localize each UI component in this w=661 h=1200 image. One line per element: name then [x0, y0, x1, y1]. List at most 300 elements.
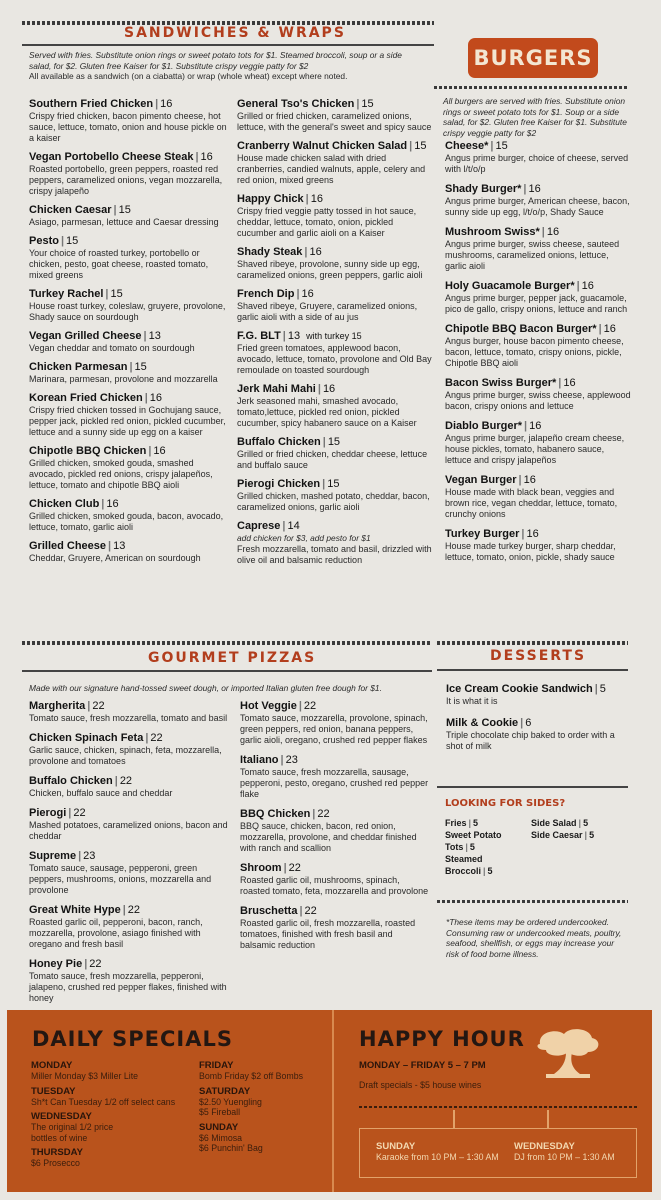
pizzas-right-column — [240, 700, 430, 959]
item-price: 16 — [160, 98, 173, 110]
special-day: WEDNESDAY — [31, 1111, 92, 1122]
menu-item — [445, 377, 631, 412]
menu-item-header — [29, 98, 229, 111]
burgers-badge — [468, 38, 598, 78]
item-name: Southern Fried Chicken — [29, 98, 154, 110]
pizzas-left-column — [29, 700, 234, 1012]
item-price: 16 — [149, 392, 163, 404]
menu-item — [237, 98, 432, 133]
item-name: Shroom — [240, 862, 282, 874]
item-name: Turkey Burger — [445, 528, 520, 540]
item-price: 13 — [287, 330, 301, 342]
item-description: House made with black bean, veggies and brown rice, vegan cheddar, lettuce, tomato, crunchy onions — [445, 487, 618, 519]
item-name: Caprese — [237, 520, 281, 532]
item-price: 16 — [563, 377, 576, 389]
price-separator: | — [144, 392, 148, 404]
item-description: House made turkey burger, sharp cheddar, lettuce, tomato, onion, pickle, shady sauce — [445, 541, 616, 562]
menu-item-header — [29, 732, 234, 745]
price-separator: | — [122, 904, 126, 916]
price-separator: | — [490, 140, 494, 152]
menu-item — [29, 151, 229, 197]
item-price: 13 — [148, 330, 161, 342]
event-text: Karaoke from 10 PM – 1:30 AM — [376, 1152, 499, 1162]
price-separator: | — [143, 330, 147, 342]
menu-item-header — [237, 478, 432, 491]
pizzas-title: GOURMET PIZZAS — [148, 650, 317, 666]
item-description: Tomato sauce, fresh mozzarella, pepperoni, jalapeno, crushed red pepper flakes, finished with honey — [29, 971, 227, 1003]
item-description: Roasted garlic oil, pepperoni, bacon, ranch, mozzarella, provolone, asiago finished with oregano and fresh basil — [29, 917, 203, 949]
sides-box — [445, 798, 625, 877]
burgers-title: BURGERS — [473, 46, 593, 70]
item-name: Happy Chick — [237, 193, 304, 205]
sides-row — [445, 817, 625, 829]
item-name: Great White Hype — [29, 904, 121, 916]
item-name: BBQ Chicken — [240, 808, 311, 820]
price-separator: | — [322, 436, 326, 448]
price-separator: | — [356, 98, 360, 110]
item-price: 16 — [603, 323, 616, 335]
item-name: Cranberry Walnut Chicken Salad — [237, 140, 408, 152]
special-deal — [31, 1071, 191, 1082]
deal-line: $6 Prosecco — [31, 1158, 80, 1168]
disclaimer: *These items may be ordered undercooked. Consuming raw or undercooked meats, poultry, seafood, shellfish, or eggs may increase your risk of food borne illness. — [446, 917, 622, 959]
special-deal — [31, 1122, 191, 1143]
item-price: 16 — [528, 183, 541, 195]
menu-item — [445, 183, 631, 218]
rule — [22, 641, 432, 645]
menu-item — [446, 717, 628, 752]
item-description: Asiago, parmesan, lettuce and Caesar dressing — [29, 217, 219, 227]
sides-row — [445, 829, 625, 853]
rule — [437, 786, 628, 788]
item-description: Shaved ribeye, Gruyere, caramelized onions, garlic aioli with a side of au jus — [237, 301, 418, 322]
price-separator: | — [578, 818, 582, 828]
item-name: Shady Burger* — [445, 183, 522, 195]
deal-line: Miller Monday $3 Miller Lite — [31, 1071, 139, 1081]
item-name: Vegan Burger — [445, 474, 517, 486]
item-price: 16 — [153, 445, 166, 457]
item-price: 16 — [106, 498, 119, 510]
menu-item-header — [237, 246, 432, 259]
item-description: Angus prime burger, swiss cheese, applewood bacon, crispy onions and lettuce — [445, 390, 631, 411]
item-price: 22 — [317, 808, 330, 820]
item-name: Buffalo Chicken — [237, 436, 321, 448]
item-name: Pierogi — [29, 807, 67, 819]
item-name: Italiano — [240, 754, 279, 766]
item-description: It is what it is — [446, 696, 498, 706]
event-day: SUNDAY — [376, 1141, 416, 1152]
menu-item-header — [240, 700, 430, 713]
deal-line: $6 Punchin' Bag — [199, 1143, 263, 1153]
item-description: Triple chocolate chip baked to order with a shot of milk — [446, 730, 615, 751]
item-name: Chicken Parmesan — [29, 361, 128, 373]
price-separator: | — [518, 474, 522, 486]
menu-item — [29, 732, 234, 767]
menu-item-header — [445, 226, 631, 239]
menu-item-header — [445, 140, 631, 153]
menu-item-header — [237, 98, 432, 111]
menu-item — [237, 478, 432, 513]
menu-item-header — [29, 904, 234, 917]
item-price: 16 — [200, 151, 213, 163]
item-description: Grilled chicken, smoked gouda, bacon, avocado, lettuce, tomato, garlic aioli — [29, 511, 224, 532]
rule — [22, 44, 434, 46]
menu-item-header — [240, 862, 430, 875]
item-description: Roasted portobello, green peppers, roasted red peppers, caramelized onions, vegan mozzarella, crispy jalapeño — [29, 164, 223, 196]
menu-item-header — [240, 905, 430, 918]
special-day: TUESDAY — [31, 1085, 76, 1097]
price-separator: | — [520, 717, 524, 729]
item-description: Vegan cheddar and tomato on sourdough — [29, 343, 195, 353]
side-price: 5 — [487, 866, 493, 876]
item-name: General Tso's Chicken — [237, 98, 355, 110]
price-separator: | — [84, 958, 88, 970]
item-name: Holy Guacamole Burger* — [445, 280, 575, 292]
menu-item-header — [29, 700, 234, 713]
happy-hour-specials: Draft specials - $5 house wines — [359, 1080, 482, 1090]
item-description: Chicken, buffalo sauce and cheddar — [29, 788, 173, 798]
price-separator: | — [584, 830, 588, 840]
menu-item-header — [237, 140, 432, 153]
sandwiches-right-column — [237, 98, 432, 573]
item-price: 5 — [599, 683, 606, 695]
price-separator: | — [113, 204, 117, 216]
price-separator: | — [322, 478, 326, 490]
price-separator: | — [523, 183, 527, 195]
item-description: Crispy fried chicken tossed in Gochujang sauce, pepper jack, pickled red onion, pickled cucumber, lettuce and a sunny side up egg on a kaiser — [29, 405, 226, 437]
item-name: Turkey Rachel — [29, 288, 104, 300]
menu-item — [237, 193, 432, 239]
menu-item-header — [445, 474, 631, 487]
deal-line: bottles of wine — [31, 1132, 88, 1143]
item-description: Grilled chicken, smoked gouda, smashed avocado, pickled red onions, crispy jalapeños, lettuce, tomato and chipotle BBQ aioli — [29, 458, 213, 490]
sandwiches-left-column — [29, 98, 229, 571]
menu-item — [29, 392, 229, 438]
special-deal — [199, 1071, 324, 1082]
side-name: Side Salad — [531, 818, 577, 828]
item-description: Mashed potatoes, caramelized onions, bacon and cheddar — [29, 820, 228, 841]
item-description: Marinara, parmesan, provolone and mozzarella — [29, 374, 218, 384]
menu-item-header — [445, 280, 631, 293]
price-separator: | — [558, 377, 562, 389]
item-price: 22 — [304, 905, 317, 917]
item-description: Grilled or fried chicken, caramelized onions, lettuce, with the general's sweet and spicy sauce — [237, 111, 432, 132]
side-item — [445, 817, 531, 829]
sandwiches-title: SANDWICHES & WRAPS — [124, 25, 346, 41]
item-price: 22 — [92, 700, 105, 712]
item-name: Bruschetta — [240, 905, 298, 917]
item-price: 22 — [303, 700, 317, 712]
item-description: Angus prime burger, swiss cheese, sauteed mushrooms, caramelized onions, lettuce, garlic aioli — [445, 239, 620, 271]
item-price: 15 — [414, 140, 427, 152]
item-price: 16 — [546, 226, 560, 238]
price-separator: | — [541, 226, 545, 238]
side-price: 5 — [473, 818, 479, 828]
special-day: FRIDAY — [199, 1060, 234, 1071]
price-separator: | — [148, 445, 152, 457]
price-separator: | — [304, 246, 308, 258]
menu-item — [29, 775, 234, 799]
special-deal — [199, 1097, 324, 1118]
sides-title: LOOKING FOR SIDES? — [445, 798, 566, 809]
special-day: SUNDAY — [199, 1121, 239, 1133]
item-name: Margherita — [29, 700, 86, 712]
item-price: 16 — [581, 280, 594, 292]
item-description: Fresh mozzarella, tomato and basil, drizzled with olive oil and balsamic reduction — [237, 543, 432, 565]
menu-item-header — [29, 330, 229, 343]
item-description: Grilled or fried chicken, cheddar cheese, lettuce and buffalo sauce — [237, 449, 428, 470]
side-name: Steamed Broccoli — [445, 854, 483, 876]
special-day: THURSDAY — [31, 1147, 83, 1158]
deal-line: $5 Fireball — [199, 1107, 241, 1117]
item-price: 15 — [134, 361, 147, 373]
price-separator: | — [305, 193, 309, 205]
happy-hour-time: MONDAY – FRIDAY 5 – 7 PM — [359, 1060, 486, 1071]
sides-row — [445, 853, 625, 877]
price-separator: | — [68, 807, 72, 819]
item-name: Bacon Swiss Burger* — [445, 377, 557, 389]
item-price: 14 — [287, 520, 300, 532]
item-price: 22 — [89, 958, 102, 970]
menu-item-header — [237, 383, 432, 396]
menu-item — [237, 383, 432, 429]
item-description: Shaved ribeye, provolone, sunny side up egg, caramelized onions, green peppers, garlic aioli — [237, 259, 423, 280]
promo-panel — [7, 1010, 652, 1192]
special-day: SATURDAY — [199, 1085, 251, 1097]
price-separator: | — [114, 775, 118, 787]
burgers-list — [445, 140, 631, 571]
menu-item — [29, 807, 234, 842]
price-separator: | — [312, 808, 316, 820]
deal-line: $6 Mimosa — [199, 1132, 243, 1143]
event-day: WEDNESDAY — [514, 1141, 575, 1152]
specials-column-2 — [199, 1060, 324, 1158]
price-separator: | — [282, 330, 286, 342]
menu-item — [29, 540, 229, 564]
side-item — [531, 817, 588, 829]
menu-item-header — [240, 808, 430, 821]
item-name: Ice Cream Cookie Sandwich — [446, 683, 593, 695]
event-text: DJ from 10 PM – 1:30 AM — [514, 1152, 615, 1162]
item-description: House made chicken salad with dried cranberries, candied walnuts, apple, celery and red onion, mixed greens — [237, 153, 426, 185]
item-price: 15 — [361, 98, 374, 110]
item-name: Cheese* — [445, 140, 489, 152]
tree-logo-icon — [532, 1024, 604, 1084]
item-price: 6 — [525, 717, 532, 729]
side-name: Fries — [445, 818, 467, 828]
item-price-extra: with turkey 15 — [306, 331, 362, 341]
item-description: Fried green tomatoes, applewood bacon, avocado, lettuce, tomato, provolone and Old Bay remoulade on toasted sourdough — [237, 343, 432, 375]
price-separator: | — [524, 420, 528, 432]
item-name: Hot Veggie — [240, 700, 297, 712]
menu-item-header — [29, 204, 229, 217]
menu-item — [29, 958, 234, 1004]
price-separator: | — [468, 818, 472, 828]
item-price: 22 — [288, 862, 301, 874]
menu-item — [29, 904, 234, 950]
burgers-intro: All burgers are served with fries. Substitute onion rings or sweet potato tots for $1. Soup or a side salad, for $2. Gluten free Kaiser for $1. Substitute crispy veggie patty for $2 — [443, 96, 627, 138]
item-description: Your choice of roasted turkey, portobello or chicken, pesto, goat cheese, roasted tomato, mixed greens — [29, 248, 209, 280]
side-item — [445, 853, 531, 877]
menu-item — [237, 140, 432, 186]
menu-item-header — [29, 235, 229, 248]
price-separator: | — [105, 288, 109, 300]
item-description: Roasted garlic oil, fresh mozzarella, roasted tomatoes, finished with fresh basil and balsamic reduction — [240, 918, 416, 950]
item-description: House roast turkey, coleslaw, gruyere, provolone, Shady sauce on sourdough — [29, 301, 226, 322]
menu-item-header — [29, 850, 234, 863]
price-separator: | — [465, 842, 468, 852]
item-description: Angus burger, house bacon pimento cheese, bacon, lettuce, tomato, crispy onions, pickle, Chipotle BBQ aioli — [445, 336, 624, 368]
price-separator: | — [283, 862, 287, 874]
menu-item — [240, 700, 430, 746]
menu-item-header — [445, 528, 631, 541]
intro-line: Served with fries. Substitute onion rings or sweet potato tots for $1. Steamed broccoli, soup or a side salad, for $2. Gluten free Kaiser for $1. Substitute crispy veggie patty for $2 — [29, 50, 402, 71]
menu-item — [29, 361, 229, 385]
item-price: 22 — [73, 807, 86, 819]
desserts-title: DESSERTS — [490, 648, 587, 664]
menu-item-header — [445, 377, 631, 390]
menu-item-header — [237, 193, 432, 206]
menu-item-header — [237, 436, 432, 449]
item-name: Chicken Caesar — [29, 204, 112, 216]
price-separator: | — [521, 528, 525, 540]
menu-item — [237, 246, 432, 281]
item-name: Buffalo Chicken — [29, 775, 113, 787]
menu-item — [29, 330, 229, 354]
menu-item-header — [445, 420, 631, 433]
deal-line: Bomb Friday $2 off Bombs — [199, 1071, 303, 1081]
price-separator: | — [298, 700, 302, 712]
rule — [437, 900, 628, 903]
rule — [437, 669, 628, 671]
menu-item-header — [446, 683, 628, 696]
item-name: Diablo Burger* — [445, 420, 523, 432]
panel-divider — [332, 1010, 334, 1192]
price-separator: | — [145, 732, 149, 744]
price-separator: | — [409, 140, 413, 152]
item-name: Chipotle BBQ Bacon Burger* — [445, 323, 597, 335]
price-separator: | — [282, 520, 286, 532]
item-name: Vegan Grilled Cheese — [29, 330, 142, 342]
menu-item-header — [446, 717, 628, 730]
item-price: 16 — [322, 383, 336, 395]
item-description: Grilled chicken, mashed potato, cheddar, bacon, caramelized onions, garlic aioli — [237, 491, 430, 512]
item-price: 22 — [127, 904, 141, 916]
menu-item — [29, 98, 229, 144]
side-name: Sweet Potato Tots — [445, 830, 502, 852]
menu-item-header — [240, 754, 430, 767]
menu-item-header — [29, 445, 229, 458]
item-name: Honey Pie — [29, 958, 83, 970]
menu-item — [237, 520, 432, 566]
item-description: Angus prime burger, pepper jack, guacamole, pico de gallo, crispy onions, lettuce and ranch — [445, 293, 628, 314]
item-name: Jerk Mahi Mahi — [237, 383, 316, 395]
side-price: 5 — [583, 818, 589, 828]
hanger-right — [547, 1110, 549, 1128]
menu-item-header — [445, 323, 631, 336]
menu-item-header — [29, 361, 229, 374]
item-name: Chicken Spinach Feta — [29, 732, 144, 744]
menu-item-header — [29, 775, 234, 788]
item-description: Angus prime burger, jalapeño cream cheese, house pickles, tomato, habanero sauce, lettuce and crispy jalapeños — [445, 433, 625, 465]
item-price: 16 — [523, 474, 536, 486]
price-separator: | — [576, 280, 580, 292]
menu-item — [29, 204, 229, 228]
item-description: Tomato sauce, mozzarella, provolone, spinach, green peppers, red onion, banana peppers, garlic aioli, oregano, crushed red pepper flakes — [240, 713, 428, 745]
hanger-left — [453, 1110, 455, 1128]
item-name: Chipotle BBQ Chicken — [29, 445, 147, 457]
item-description: Angus prime burger, American cheese, bacon, sunny side up egg, l/t/o/p, Shady Sauce — [445, 196, 630, 217]
item-note: add chicken for $3, add pesto for $1 — [237, 533, 371, 543]
deal-line: $2.50 Yuengling — [199, 1096, 262, 1107]
item-name: Pesto — [29, 235, 59, 247]
menu-item — [445, 420, 631, 466]
special-day: MONDAY — [31, 1060, 73, 1071]
item-name: Grilled Cheese — [29, 540, 107, 552]
specials-column-1 — [31, 1060, 191, 1173]
menu-item-header — [29, 498, 229, 511]
price-separator: | — [594, 683, 598, 695]
menu-item — [29, 288, 229, 323]
menu-item-header — [29, 288, 229, 301]
menu-item-header — [29, 807, 234, 820]
event-sunday — [376, 1141, 499, 1167]
price-separator: | — [280, 754, 284, 766]
price-separator: | — [60, 235, 65, 247]
special-deal — [31, 1158, 191, 1169]
daily-specials-title: DAILY SPECIALS — [32, 1027, 233, 1051]
price-separator: | — [155, 98, 159, 110]
menu-item — [240, 862, 430, 897]
item-name: Korean Fried Chicken — [29, 392, 143, 404]
side-item — [445, 829, 531, 853]
menu-item-header — [29, 958, 234, 971]
price-separator: | — [108, 540, 112, 552]
menu-item-header — [29, 540, 229, 553]
item-price: 23 — [285, 754, 298, 766]
item-description: Roasted garlic oil, mushrooms, spinach, roasted tomato, feta, mozzarella and provolone — [240, 875, 429, 896]
menu-item-header — [237, 520, 432, 533]
item-name: F.G. BLT — [237, 330, 281, 342]
item-name: Shady Steak — [237, 246, 303, 258]
menu-item — [240, 905, 430, 951]
menu-item — [445, 280, 631, 315]
special-deal — [31, 1097, 191, 1108]
menu-item — [29, 850, 234, 896]
item-description: Cheddar, Gruyere, American on sourdough — [29, 553, 201, 563]
special-deal — [199, 1133, 324, 1154]
item-name: Vegan Portobello Cheese Steak — [29, 151, 194, 163]
side-price: 5 — [469, 842, 475, 852]
item-price: 16 — [529, 420, 542, 432]
deal-line: Sh*t Can Tuesday 1/2 off select cans — [31, 1096, 176, 1107]
item-price: 16 — [310, 193, 323, 205]
item-price: 15 — [327, 436, 341, 448]
menu-item-header — [29, 151, 229, 164]
item-name: Pierogi Chicken — [237, 478, 321, 490]
item-description: Garlic sauce, chicken, spinach, feta, mozzarella, provolone and tomatoes — [29, 745, 222, 766]
deal-line: The original 1/2 price — [31, 1122, 114, 1132]
item-price: 15 — [110, 288, 123, 300]
rule — [437, 641, 628, 645]
sides-list — [445, 817, 625, 877]
item-name: Chicken Club — [29, 498, 100, 510]
intro-line: All available as a sandwich (on a ciabatta) or wrap (whole wheat) except where noted. — [29, 71, 348, 81]
item-name: Supreme — [29, 850, 77, 862]
item-description: Crispy fried chicken, bacon pimento cheese, hot sauce, lettuce, tomato, onion and house pickle on a kaiser — [29, 111, 227, 143]
item-price: 16 — [301, 288, 314, 300]
item-name: Mushroom Swiss* — [445, 226, 540, 238]
